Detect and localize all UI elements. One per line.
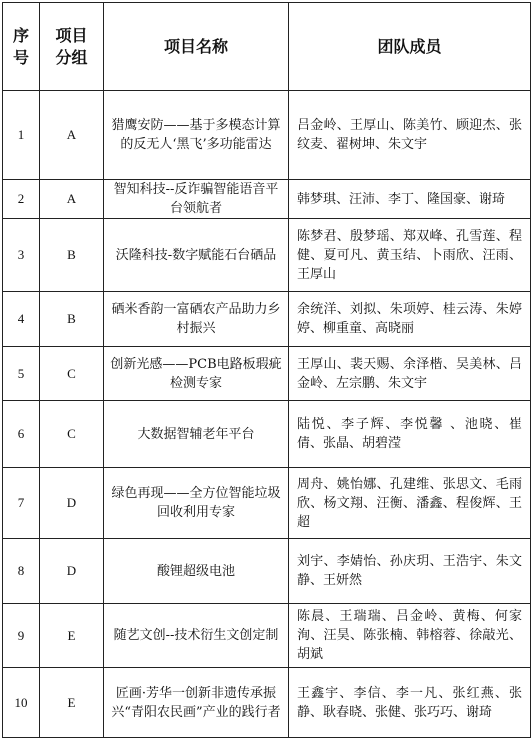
row-no: 6: [3, 401, 40, 468]
row-no: 5: [3, 347, 40, 401]
row-members: 王鑫宇、李信、李一凡、张红燕、张静、耿春晓、张健、张巧巧、谢琦: [289, 668, 531, 738]
table-row: [3, 347, 531, 401]
header-no-line2: 号: [12, 47, 29, 67]
row-project-name: 创新光感——PCB电路板瑕疵检测专家: [104, 347, 289, 401]
row-group: A: [40, 180, 104, 219]
row-project-name: 智知科技--反诈骗智能语音平台领航者: [104, 180, 289, 219]
row-group: E: [40, 668, 104, 738]
header-no: [3, 3, 40, 91]
header-group-line1: 项目: [55, 25, 88, 45]
row-group: E: [40, 604, 104, 668]
table-row: [3, 292, 531, 347]
row-project-name: 绿色再现——全方位智能垃圾回收利用专家: [104, 468, 289, 539]
row-project-name: 随艺文创--技术衍生文创定制: [104, 604, 289, 668]
header-group: [40, 3, 104, 91]
table-row: [3, 180, 531, 219]
table-row: [3, 91, 531, 180]
row-group: C: [40, 401, 104, 468]
table-row: [3, 668, 531, 738]
row-no: 4: [3, 292, 40, 347]
header-group-line2: 分组: [55, 47, 88, 67]
row-project-name: 沃隆科技-数字赋能石台硒品: [104, 219, 289, 292]
table-row: [3, 401, 531, 468]
row-members: 陆悦、李子辉、李悦馨 、池晓、崔倩、张晶、胡碧滢: [289, 401, 531, 468]
table-row: [3, 604, 531, 668]
row-members: 陈梦君、殷梦瑶、郑双峰、孔雪莲、程健、夏可凡、黄玉结、卜雨欣、汪雨、王厚山: [289, 219, 531, 292]
table-row: [3, 539, 531, 604]
table-row: [3, 468, 531, 539]
row-members: 韩梦琪、汪沛、李丁、隆国豪、谢琦: [289, 180, 531, 219]
row-group: A: [40, 91, 104, 180]
row-project-name: 酸锂超级电池: [104, 539, 289, 604]
row-members: 刘宇、李婧怡、孙庆玥、王浩宇、朱文静、王妍然: [289, 539, 531, 604]
row-group: C: [40, 347, 104, 401]
row-members: 陈晨、王瑞瑞、吕金岭、黄梅、何家洵、汪昊、陈张楠、韩榕蓉、徐敲光、胡斌: [289, 604, 531, 668]
row-project-name: 猎鹰安防——基于多模态计算的反无人‘黑飞’多功能雷达: [104, 91, 289, 180]
row-project-name: 匠画·芳华一创新非遗传承振兴“青阳农民画”产业的践行者: [104, 668, 289, 738]
row-no: 9: [3, 604, 40, 668]
row-members: 吕金岭、王厚山、陈美竹、顾迎杰、张纹麦、翟树坤、朱文宇: [289, 91, 531, 180]
row-project-name: 硒米香韵一富硒农产品助力乡村振兴: [104, 292, 289, 347]
projects-table: [2, 2, 531, 738]
row-group: B: [40, 219, 104, 292]
row-group: D: [40, 539, 104, 604]
row-no: 3: [3, 219, 40, 292]
header-row: [3, 3, 531, 91]
row-project-name: 大数据智辅老年平台: [104, 401, 289, 468]
row-no: 7: [3, 468, 40, 539]
table-row: [3, 219, 531, 292]
header-no-line1: 序: [12, 25, 29, 45]
row-no: 10: [3, 668, 40, 738]
row-group: D: [40, 468, 104, 539]
header-name: 项目名称: [104, 3, 289, 91]
row-group: B: [40, 292, 104, 347]
row-no: 2: [3, 180, 40, 219]
row-members: 周舟、姚怡娜、孔建维、张思文、毛雨欣、杨文翔、汪衡、潘鑫、程俊辉、王超: [289, 468, 531, 539]
header-members: 团队成员: [289, 3, 531, 91]
row-no: 1: [3, 91, 40, 180]
row-no: 8: [3, 539, 40, 604]
row-members: 王厚山、裴天赐、余泽楷、吴美林、吕金岭、左宗鹏、朱文宇: [289, 347, 531, 401]
row-members: 余统洋、刘拟、朱项婷、桂云涛、朱婷婷、柳重童、高晓丽: [289, 292, 531, 347]
